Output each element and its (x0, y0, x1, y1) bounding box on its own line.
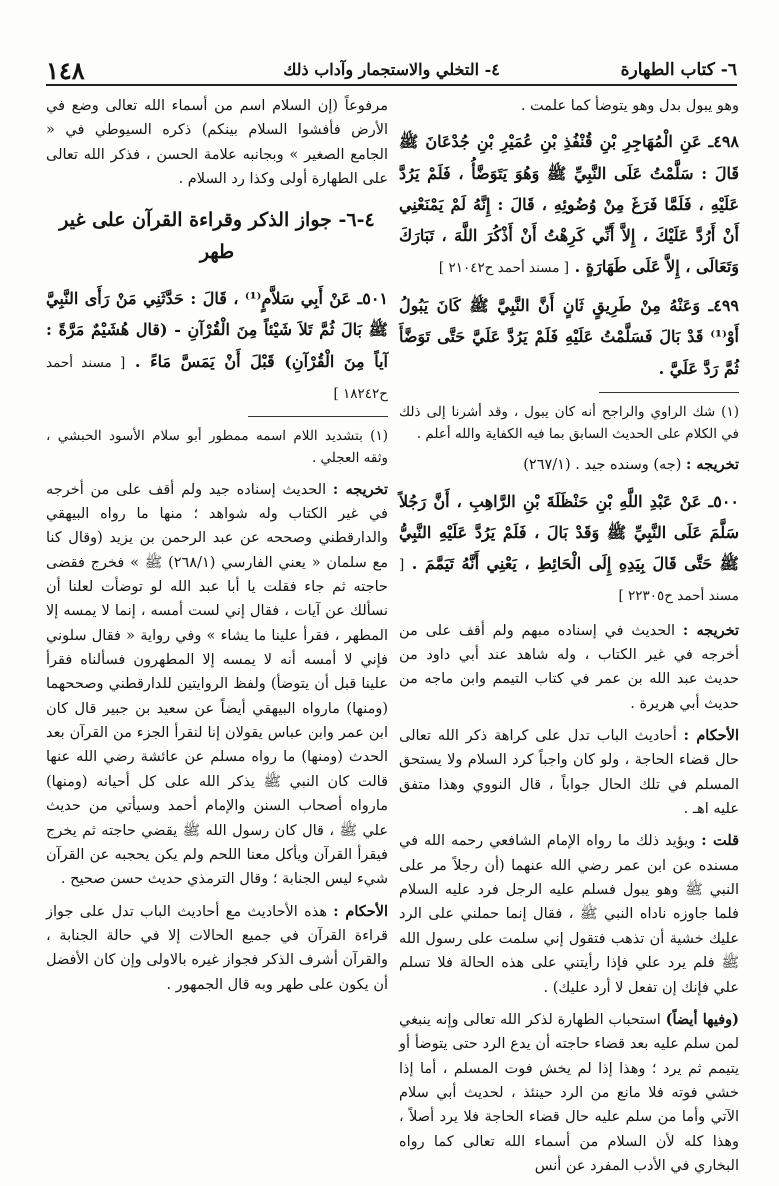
hadith-501 (46, 283, 388, 408)
continuation-text: مرفوعاً (إن السلام اسم من أسماء الله تعالى وضع في الأرض فأفشوا السلام بينكم) ذكره السيوطي في « الجامع الصغير » وبجانبه علامة الحسن ، فذكر الله تعالى على الطهارة أولى وكذا رد السلام . (46, 98, 388, 188)
hadith-498-text: ٤٩٨ـ عَنِ الْمُهَاجِرِ بْنِ قُنْفُذِ بْنِ عُمَيْرِ بْنِ جُدْعَانَ ﷺ قَالَ : سَلَّمْتُ عَلَى النَّبِيِّ ﷺ وَهُوَ يَتَوَضَّأُ ، فَلَمْ يَرُدَّ عَلَيْهِ ، فَلَمَّا فَرَغَ مِنْ وُضُوئِهِ ، قَالَ : إِنَّهُ لَمْ يَمْنَعْنِي أَنْ أَرُدَّ عَلَيْكَ ، إِلاَّ أَنِّي كَرِهْتُ أَنْ أَذْكُرَ اللَّهَ ، تَبَارَكَ وَتَعَالَى ، إِلاَّ عَلَى طَهَارَةٍ . (399, 132, 739, 277)
right-column (399, 94, 739, 1186)
ahkam-left-text: هذه الأحاديث مع أحاديث الباب تدل على جواز قراءة القرآن في جميع الحالات إلا في حالة الجنابة ، والقرآن أشرف الذكر فجواز غيره بالاولى وإن كان الأفضل أن يكون على طهر وبه قال الجمهور . (46, 903, 388, 993)
takhrij-500-text: الحديث في إسناده مبهم ولم أقف على من أخرجه في غير الكتاب ، وله شاهد عند أبي داود من حديث عبد الله بن عمر في كتاب التيمم وابن ماجه من حديث أبي هريرة . (399, 622, 739, 712)
header-rule (46, 84, 737, 86)
footnote-rule (599, 392, 739, 393)
hadith-498 (399, 126, 739, 282)
running-header (46, 56, 737, 86)
qultu-text: ويؤيد ذلك ما رواه الإمام الشافعي رحمه الله في مسنده عن ابن عمر رضي الله عنهما (أن رجلاً مر على النبي ﷺ وهو يبول فسلم عليه الرجل فرد عليه السلام فلما جاوزه ناداه النبي ﷺ ، فقال إنما حملني على الرد عليك خشية أن تذهب فتقول إني سلمت على رسول الله ﷺ فلم يرد علي فإذا رأيتني على هذه الحالة فلا تسلم علي فإنك إن تفعل لا أرد عليك) . (399, 833, 739, 996)
section-heading: ٤-٦- جواز الذكر وقراءة القرآن على غير طهر (59, 209, 375, 264)
takhrij-label: تخريجه : (682, 621, 740, 639)
qultu-label: قلت : (701, 832, 739, 850)
ahkam-left (46, 900, 388, 997)
hadith-499-text: ٤٩٩ـ وَعَنْهُ مِنْ طَرِيقٍ ثَانٍ أَنَّ النَّبِيَّ ﷺ كَانَ يَبُولُ أَوْ⁽¹⁾ قَدْ بَالَ فَسَلَّمْتُ عَلَيْهِ فَلَمْ يَرُدَّ عَلَيَّ حَتَّى تَوَضَّأَ ثُمَّ رَدَّ عَلَيَّ . (399, 296, 739, 378)
takhrij-499-text: (جه) وسنده جيد . (٢٦٧/١) (523, 457, 682, 474)
takhrij-499 (399, 453, 739, 477)
footnote-501: (١) بتشديد اللام اسمه ممطور أبو سلام الأسود الحبشي ، وثقه العجلي . (46, 428, 388, 467)
takhrij-501-text: الحديث إسناده جيد ولم أقف على من أخرجه في غير الكتاب وله شواهد ؛ منها ما رواه البيهقي والدارقطني وصححه عن عبد الرحمن بن يزيد (وقال كنا مع سلمان « يعني الفارسي (٢٦٨/١) ﷺ » فخرج فقضى حاجته ثم جاء فقلت يا أبا عبد الله لو توضأت لعلنا أن نسألك عن آيات ، فقال إني لست أمسه ، إنما لا يمسه إلا المطهر ، فقرأ علينا ما يشاء » وفي رواية « فقال سلوني فإني لا أمسه أنه لا يمسه إلا المطهرون فسألناه فقرأ علينا قبل أن يتوضأ) ولفظ الروايتين للدارقطني وصححهما (ومنها) مارواه البيهقي أيضاً عن سعيد بن جبير قال كان ابن عمر وابن عباس يقولان إنا لنقرأ الجزء من القرآن بعد الحدث (ومنها) ما رواه مسلم عن عائشة رضي الله عنها قالت كان النبي ﷺ يذكر الله على كل أحيانه (ومنها) مارواه أصحاب السنن والإمام أحمد وسيأتي من حديث علي ﷺ ، قال كان رسول الله ﷺ يقضي حاجته ثم يخرج فيقرأ القرآن ويأكل معنا اللحم ولم يكن يحجبه عن القرآن شيء ليس الجنابة ؛ وقال الترمذي حديث حسن صحيح . (46, 481, 389, 888)
wafiha-text: استحباب الطهارة لذكر الله تعالى وإنه ينبغي لمن سلم عليه بعد قضاء حاجته أن يدع الرد حتى يتوضأ أو يتيمم ثم يرد ؛ وهذا إذا لم يخش فوت المسلم ، أما إذا خشي فوته فلا مانع من الرد حينئذ ، لحديث أبي سلام الآتي وأما من سلم عليه حال قضاء الحاجة فلا يرد أصلاً ، وهذا كله لأن السلام من أسماء الله تعالى كما رواه البخاري في الأدب المفرد عن أنس (399, 1011, 739, 1175)
ahkam-label: الأحكام : (683, 726, 739, 744)
section-running-title: ٤- التخلي والاستجمار وآداب ذلك (283, 60, 500, 79)
hadith-500 (399, 486, 739, 611)
hadith-499 (399, 290, 739, 384)
footnote-499: (١) شك الراوي والراجح أنه كان يبول ، وقد أشرنا إلى ذلك في الكلام على الحديث السابق بما فيه الكفاية والله أعلم . (399, 403, 739, 443)
hadith-501-ref: [ مسند أحمد ح١٨٢٤٢ ] (46, 354, 388, 402)
left-column (46, 94, 388, 1005)
chapter-title: ٦- كتاب الطهارة (620, 60, 737, 80)
intro-text: وهو يبول بدل وهو يتوضأ كما علمت . (520, 98, 739, 114)
wafiha-label: (وفيها أيضاً) (665, 1010, 739, 1028)
takhrij-500 (399, 619, 739, 716)
hadith-500-text: ٥٠٠ـ عَنْ عَبْدِ اللَّهِ بْنِ حَنْظَلَةَ بْنِ الرَّاهِبِ ، أَنَّ رَجُلاً سَلَّمَ عَلَى النَّبِيِّ ﷺ وَقَدْ بَالَ ، فَلَمْ يَرُدَّ عَلَيْهِ النَّبِيُّ ﷺ حَتَّى قَالَ بِيَدِهِ إِلَى الْحَائِطِ ، يَعْنِي أَنَّهُ تَيَمَّمَ . (399, 491, 740, 574)
ahkam-label: الأحكام : (333, 902, 389, 920)
ahkam-right-text: أحاديث الباب تدل على كراهة ذكر الله تعالى حال قضاء الحاجة ، ولو كان واجباً كرد السلام ولا يستحق المسلم في تلك الحال جواباً ، قال النووي وهذا متفق عليه اهـ . (399, 727, 739, 818)
page-number: ١٤٨ (46, 56, 85, 85)
ahkam-right (399, 724, 739, 821)
hadith-501-text: ٥٠١ـ عَنْ أَبِي سَلاَّمٍ⁽¹⁾ ، قَالَ : حَدَّثَنِي مَنْ رَأَى النَّبِيَّ ﷺ بَالَ ثُمَّ تَلاَ شَيْئاً مِنَ الْقُرْآنِ - (قال هُشَيْمٌ مَرَّةً : آياً مِنَ الْقُرْآنِ) قَبْلَ أَنْ يَمَسَّ مَاءً . (46, 289, 389, 371)
hadith-498-ref: [ مسند أحمد ح٢١٠٤٢ ] (438, 260, 569, 277)
wafiha-paragraph (399, 1008, 739, 1179)
footnote-rule (248, 416, 388, 417)
qultu-paragraph (399, 829, 739, 1000)
takhrij-501 (46, 478, 388, 892)
takhrij-label: تخريجه : (332, 480, 389, 498)
hadith-500-ref: [ مسند أحمد ح٢٢٣٠٥ ] (399, 557, 739, 605)
takhrij-label: تخريجه : (686, 456, 739, 474)
